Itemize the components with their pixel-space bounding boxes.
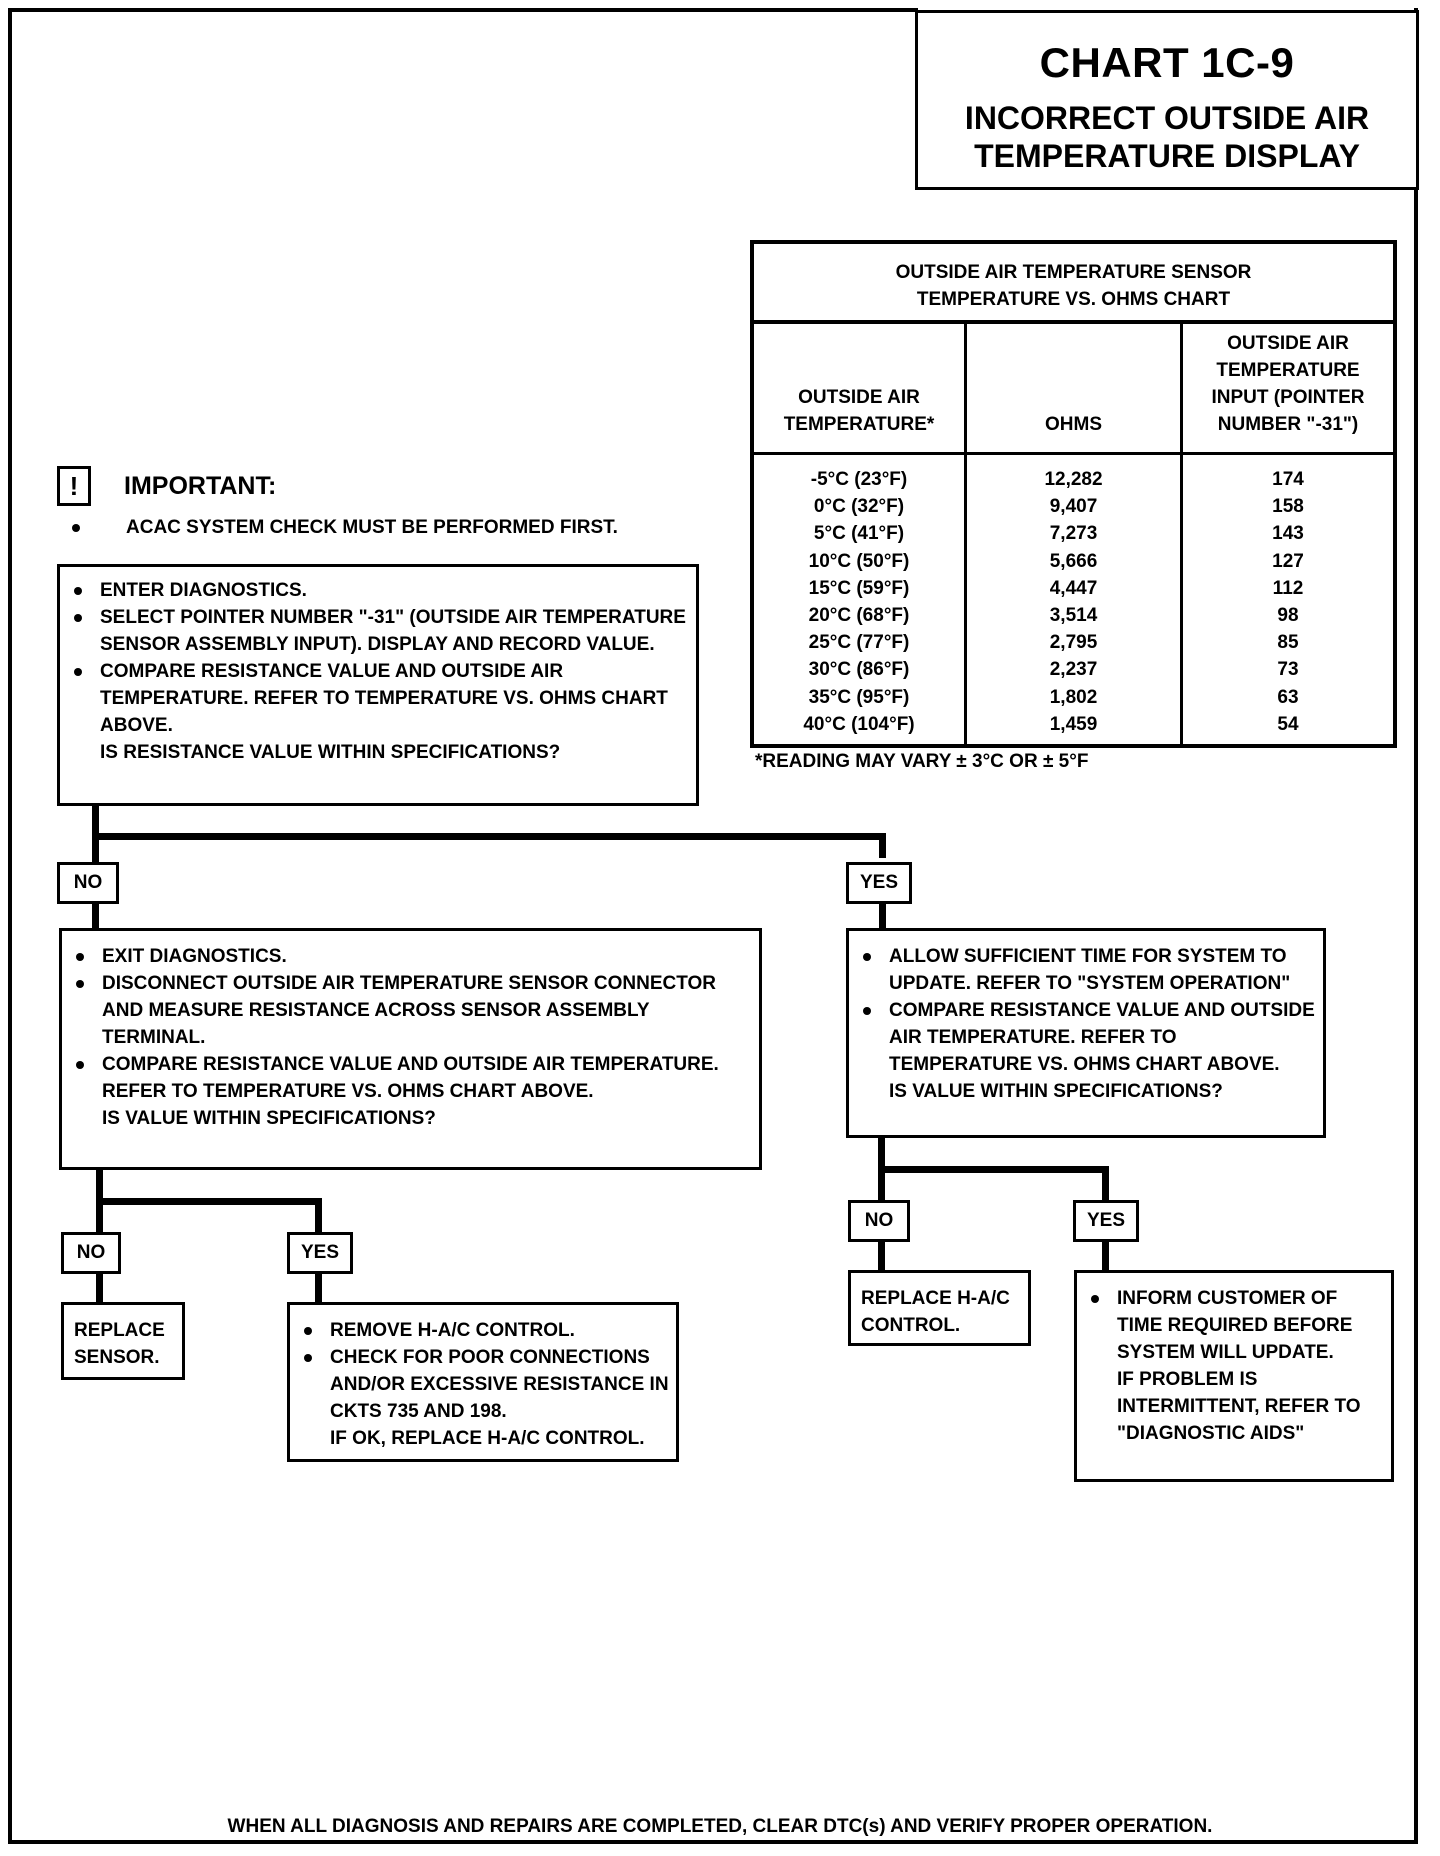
step-no-box: [59, 928, 762, 1170]
table-cell-ohms: 2,795: [1049, 632, 1098, 654]
chart-number: CHART 1C-9: [1039, 39, 1295, 86]
important-icon: !: [57, 466, 91, 506]
chart-title-line2: TEMPERATURE DISPLAY: [974, 138, 1360, 174]
table-cell-input: 98: [1277, 605, 1299, 627]
header-temperature: [754, 384, 964, 438]
table-cell-ohms: 12,282: [1044, 469, 1103, 490]
list-item: DISCONNECT OUTSIDE AIR TEMPERATURE SENSOR CONNECTOR AND MEASURE RESISTANCE ACROSS SENSOR ASSEMBLY TERMINAL.: [68, 970, 753, 1051]
list-item: ENTER DIAGNOSTICS.: [66, 577, 690, 604]
list-item: INFORM CUSTOMER OF TIME REQUIRED BEFORE SYSTEM WILL UPDATE.: [1083, 1285, 1385, 1366]
table-cell-ohms: 9,407: [1049, 496, 1098, 518]
list-item: REMOVE H-A/C CONTROL.: [296, 1317, 670, 1344]
footer-note: WHEN ALL DIAGNOSIS AND REPAIRS ARE COMPLETED, CLEAR DTC(s) AND VERIFY PROPER OPERATION.: [227, 1816, 1213, 1837]
list-item: EXIT DIAGNOSTICS.: [68, 943, 753, 970]
result-replace-control-box: [848, 1270, 1031, 1346]
table-cell-ohms: 2,237: [1049, 659, 1098, 681]
important-item: ACAC SYSTEM CHECK MUST BE PERFORMED FIRST.: [126, 517, 618, 538]
list-item: COMPARE RESISTANCE VALUE AND OUTSIDE AIR TEMPERATURE. REFER TO TEMPERATURE VS. OHMS CHART ABOVE.: [855, 997, 1317, 1078]
table-cell-input: 85: [1277, 632, 1299, 654]
result-replace-control-line2: CONTROL.: [861, 1315, 961, 1336]
column-temperature: [754, 466, 964, 738]
connector-line: [1102, 1166, 1109, 1200]
table-cell-ohms: 3,514: [1049, 605, 1098, 627]
header-input-line4: NUMBER "-31"): [1217, 414, 1359, 435]
header-input: [1183, 330, 1393, 438]
table-title: [754, 244, 1393, 324]
connector-line: [878, 1242, 885, 1270]
connector-line: [878, 1166, 1109, 1173]
step-yes-box: [846, 928, 1326, 1138]
list-item: SELECT POINTER NUMBER "-31" (OUTSIDE AIR TEMPERATURE SENSOR ASSEMBLY INPUT). DISPLAY AND RECORD VALUE.: [66, 604, 690, 658]
table-cell-input: 127: [1272, 550, 1304, 572]
branch-label-yes: YES: [287, 1232, 353, 1274]
table-cell-ohms: 5,666: [1049, 550, 1098, 572]
step1-list: [66, 577, 690, 739]
result-replace-sensor-box: [61, 1302, 185, 1380]
result-replace-sensor-line1: REPLACE: [74, 1320, 165, 1341]
table-cell-temp: 40°C (104°F): [803, 713, 915, 735]
table-cell-input: 112: [1272, 577, 1304, 599]
step-yes-question: IS VALUE WITHIN SPECIFICATIONS?: [889, 1081, 1223, 1102]
result-replace-sensor-line2: SENSOR.: [74, 1347, 160, 1368]
header-input-line1: OUTSIDE AIR: [1227, 333, 1349, 354]
branch-label-no: NO: [848, 1200, 910, 1242]
table-title-line2: TEMPERATURE VS. OHMS CHART: [916, 289, 1231, 310]
table-cell-input: 54: [1277, 713, 1299, 735]
table-cell-temp: 30°C (86°F): [808, 659, 910, 681]
connector-line: [879, 904, 886, 930]
list-item: ALLOW SUFFICIENT TIME FOR SYSTEM TO UPDATE. REFER TO "SYSTEM OPERATION": [855, 943, 1317, 997]
table-cell-input: 174: [1272, 469, 1304, 490]
result-inform-list: [1083, 1285, 1385, 1366]
table-cell-temp: 20°C (68°F): [808, 605, 910, 627]
step1-box: [57, 564, 699, 806]
table-cell-input: 158: [1272, 496, 1304, 518]
table-cell-temp: 5°C (41°F): [813, 523, 905, 545]
connector-line: [315, 1198, 322, 1232]
table-cell-temp: 25°C (77°F): [808, 632, 910, 654]
header-divider: [754, 452, 1393, 455]
connector-line: [879, 833, 886, 858]
table-cell-input: 73: [1277, 659, 1299, 681]
table-cell-ohms: 1,802: [1049, 686, 1098, 708]
table-cell-temp: 0°C (32°F): [813, 496, 905, 518]
result-check-box: [287, 1302, 679, 1462]
header-input-line3: INPUT (POINTER: [1211, 387, 1365, 408]
table-cell-ohms: 4,447: [1049, 577, 1098, 599]
table-cell-temp: 15°C (59°F): [808, 577, 910, 599]
header-input-line2: TEMPERATURE: [1216, 360, 1360, 381]
header-temperature-line1: OUTSIDE AIR: [798, 387, 920, 408]
list-item: COMPARE RESISTANCE VALUE AND OUTSIDE AIR TEMPERATURE. REFER TO TEMPERATURE VS. OHMS CHART ABOVE.: [66, 658, 690, 739]
result-inform-note: IF PROBLEM IS INTERMITTENT, REFER TO "DIAGNOSTIC AIDS": [1117, 1369, 1361, 1444]
branch-label-yes: YES: [846, 862, 912, 904]
header-temperature-line2: TEMPERATURE*: [783, 414, 935, 435]
page-frame-top: [8, 8, 918, 12]
branch-label-yes: YES: [1073, 1200, 1139, 1242]
connector-line: [96, 1274, 103, 1304]
column-input: [1183, 466, 1393, 738]
result-inform-box: [1074, 1270, 1394, 1482]
connector-line: [92, 904, 99, 930]
result-check-note: IF OK, REPLACE H-A/C CONTROL.: [330, 1428, 645, 1449]
temperature-ohms-table: [750, 240, 1397, 748]
chart-title-box: [915, 10, 1419, 190]
important-heading: IMPORTANT:: [124, 472, 277, 500]
step-no-question: IS VALUE WITHIN SPECIFICATIONS?: [102, 1108, 436, 1129]
table-cell-input: 143: [1272, 523, 1304, 545]
list-item: COMPARE RESISTANCE VALUE AND OUTSIDE AIR TEMPERATURE. REFER TO TEMPERATURE VS. OHMS CHART ABOVE.: [68, 1051, 753, 1105]
connector-line: [92, 833, 886, 840]
result-replace-control-line1: REPLACE H-A/C: [861, 1288, 1010, 1309]
connector-line: [315, 1274, 322, 1304]
connector-line: [96, 1198, 322, 1205]
branch-label-no: NO: [61, 1232, 121, 1274]
table-cell-ohms: 7,273: [1049, 523, 1098, 545]
chart-title-line1: INCORRECT OUTSIDE AIR: [964, 100, 1370, 136]
column-ohms: [967, 466, 1180, 738]
table-cell-temp: 35°C (95°F): [808, 686, 910, 708]
branch-label-no: NO: [57, 862, 119, 904]
connector-line: [1102, 1242, 1109, 1270]
table-footnote: *READING MAY VARY ± 3°C OR ± 5°F: [755, 751, 1089, 772]
result-check-list: [296, 1317, 670, 1425]
table-cell-temp: 10°C (50°F): [808, 550, 910, 572]
table-cell-ohms: 1,459: [1049, 713, 1098, 735]
table-cell-input: 63: [1277, 686, 1299, 708]
table-cell-temp: -5°C (23°F): [810, 469, 908, 490]
step-yes-list: [855, 943, 1317, 1078]
step1-question: IS RESISTANCE VALUE WITHIN SPECIFICATIONS?: [100, 742, 561, 763]
step-no-list: [68, 943, 753, 1105]
table-title-line1: OUTSIDE AIR TEMPERATURE SENSOR: [895, 262, 1252, 283]
header-ohms: OHMS: [1045, 414, 1102, 435]
list-item: CHECK FOR POOR CONNECTIONS AND/OR EXCESSIVE RESISTANCE IN CKTS 735 AND 198.: [296, 1344, 670, 1425]
bullet-icon: [72, 524, 80, 532]
